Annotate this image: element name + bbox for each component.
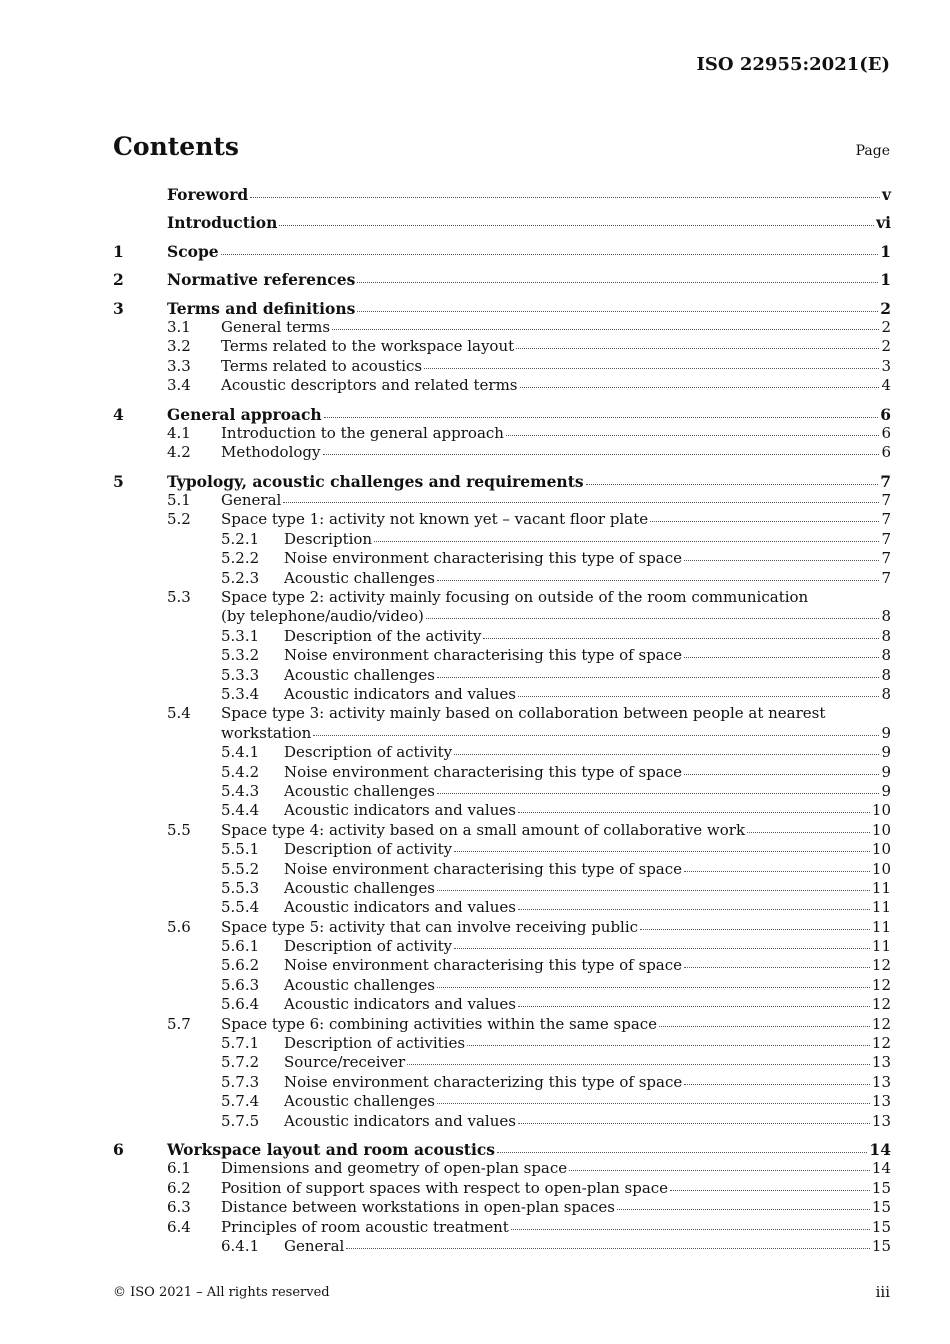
toc-dot-leader <box>437 886 870 891</box>
toc-entry-title: Acoustic challenges <box>284 781 435 800</box>
toc-entry-page: 8 <box>881 626 891 645</box>
toc-entry-page: 12 <box>871 1014 891 1033</box>
toc-entry-number: 5.2.2 <box>221 549 260 568</box>
toc-entry[interactable] <box>113 860 891 879</box>
toc-dot-leader <box>670 1186 870 1191</box>
toc-entry-page: 1 <box>880 270 891 290</box>
toc-entry-title: Introduction <box>167 213 278 233</box>
toc-entry[interactable] <box>113 569 891 588</box>
contents-title: Contents <box>113 132 240 161</box>
toc-dot-leader <box>426 614 880 619</box>
toc-entry[interactable] <box>113 976 891 995</box>
toc-entry-title: Noise environment characterising this type of space <box>284 762 683 781</box>
toc-entry-page: 11 <box>871 878 891 897</box>
toc-entry[interactable] <box>113 1015 891 1034</box>
toc-dot-leader <box>323 450 880 455</box>
footer-copyright: © ISO 2021 – All rights reserved <box>113 1285 330 1300</box>
toc-entry-title: Workspace layout and room acoustics <box>167 1139 496 1159</box>
toc-entry-page: 7 <box>881 568 891 587</box>
toc-dot-leader <box>437 789 880 794</box>
toc-entry-number: 5.5.2 <box>221 859 260 878</box>
toc-entry[interactable] <box>113 337 891 356</box>
toc-entry[interactable] <box>113 299 891 318</box>
toc-entry-number: 5.2.3 <box>221 568 260 587</box>
toc-entry-title: Acoustic challenges <box>284 878 435 897</box>
toc-entry[interactable] <box>113 840 891 859</box>
toc-entry-title: Acoustic indicators and values <box>284 1111 516 1130</box>
toc-entry[interactable] <box>113 898 891 917</box>
toc-entry-number: 5 <box>113 471 124 491</box>
toc-entry-number: 3.4 <box>167 376 191 395</box>
toc-entry-page: 4 <box>881 376 891 395</box>
toc-entry-number: 5.5 <box>167 820 191 839</box>
toc-entry-page: 7 <box>880 471 891 491</box>
toc-dot-leader <box>516 344 879 349</box>
toc-entry-page: 13 <box>871 1111 891 1130</box>
toc-entry[interactable] <box>113 443 891 462</box>
toc-dot-leader <box>454 750 879 755</box>
toc-dot-leader <box>313 731 879 736</box>
toc-entry[interactable] <box>113 491 891 510</box>
toc-entry-page: 9 <box>881 723 891 742</box>
toc-dot-leader <box>454 847 870 852</box>
toc-dot-leader <box>454 944 870 949</box>
toc-entry-number: 5.7.4 <box>221 1092 260 1111</box>
toc-entry-title: Noise environment characterising this type of space <box>284 646 683 665</box>
toc-entry[interactable] <box>113 357 891 376</box>
toc-entry-page: 6 <box>881 443 891 462</box>
toc-dot-leader <box>424 364 879 369</box>
toc-entry[interactable] <box>113 1112 891 1131</box>
toc-entry-page: 10 <box>871 801 891 820</box>
toc-entry-number: 5.3.2 <box>221 646 260 665</box>
toc-entry-page: 7 <box>881 549 891 568</box>
toc-entry-title: Normative references <box>167 270 356 290</box>
toc-entry-title: Description of activity <box>284 743 453 762</box>
toc-entry-title: Noise environment characterizing this type of space <box>284 1072 683 1091</box>
toc-entry-number: 5.5.3 <box>221 878 260 897</box>
toc-entry[interactable] <box>113 1034 891 1053</box>
toc-entry-title: Acoustic indicators and values <box>284 684 516 703</box>
toc-dot-leader <box>437 1099 870 1104</box>
toc-dot-leader <box>346 1244 870 1249</box>
toc-dot-leader <box>279 221 874 226</box>
toc-entry-page: 3 <box>881 356 891 375</box>
toc-entry-title: Acoustic challenges <box>284 975 435 994</box>
toc-dot-leader <box>437 673 880 678</box>
toc-entry-title: Source/receiver <box>284 1053 406 1072</box>
toc-entry[interactable] <box>113 1053 891 1072</box>
toc-dot-leader <box>437 983 870 988</box>
toc-entry[interactable] <box>113 242 891 261</box>
toc-dot-leader <box>520 383 880 388</box>
toc-entry[interactable] <box>113 530 891 549</box>
toc-entry-number: 5.6.4 <box>221 995 260 1014</box>
toc-entry[interactable] <box>113 1179 891 1198</box>
toc-entry-title: Description <box>284 529 373 548</box>
toc-entry-page: 6 <box>880 404 891 424</box>
toc-entry-page: 10 <box>871 859 891 878</box>
toc-entry-number: 5.5.4 <box>221 898 260 917</box>
toc-entry-number: 5.6.3 <box>221 975 260 994</box>
toc-dot-leader <box>437 576 880 581</box>
toc-entry-number: 5.3 <box>167 588 191 607</box>
toc-entry-number: 5.7.2 <box>221 1053 260 1072</box>
toc-entry-title: Description of activities <box>284 1034 466 1053</box>
toc-entry-page: 2 <box>880 298 891 318</box>
toc-dot-leader <box>617 1205 870 1210</box>
toc-entry[interactable] <box>113 937 891 956</box>
toc-dot-leader <box>506 431 879 436</box>
toc-dot-leader <box>324 413 879 418</box>
toc-entry-title: Noise environment characterising this type of space <box>284 549 683 568</box>
toc-entry[interactable] <box>113 607 891 626</box>
toc-dot-leader <box>518 808 870 813</box>
toc-entry-number: 6.1 <box>167 1159 191 1178</box>
toc-entry-title: General <box>284 1236 345 1255</box>
toc-entry-title: Acoustic indicators and values <box>284 995 516 1014</box>
toc-entry-title: workstation <box>221 723 312 742</box>
toc-entry-number: 3.3 <box>167 356 191 375</box>
toc-dot-leader <box>374 537 879 542</box>
toc-entry-page: 10 <box>871 820 891 839</box>
toc-entry-number: 1 <box>113 241 124 261</box>
toc-entry-page: 9 <box>881 762 891 781</box>
toc-entry-title: Space type 2: activity mainly focusing on outside of the room communication <box>221 588 809 607</box>
toc-entry-number: 5.4.4 <box>221 801 260 820</box>
toc-entry-number: 5.2.1 <box>221 529 260 548</box>
toc-entry[interactable] <box>113 1092 891 1111</box>
toc-entry-number: 5.7.1 <box>221 1034 260 1053</box>
toc-entry-number: 5.2 <box>167 510 191 529</box>
toc-entry-number: 5.6.1 <box>221 937 260 956</box>
toc-entry[interactable] <box>113 376 891 395</box>
toc-entry-title: Terms and definitions <box>167 298 356 318</box>
toc-entry[interactable] <box>113 685 891 704</box>
toc-dot-leader <box>518 905 870 910</box>
toc-entry-number: 5.7.5 <box>221 1111 260 1130</box>
toc-entry[interactable] <box>113 782 891 801</box>
toc-dot-leader <box>650 517 879 522</box>
toc-entry-page: 15 <box>871 1236 891 1255</box>
toc-entry[interactable] <box>113 549 891 568</box>
toc-dot-leader <box>684 653 879 658</box>
toc-entry-title: Foreword <box>167 185 249 204</box>
toc-entry-title: Acoustic indicators and values <box>284 801 516 820</box>
toc-dot-leader <box>407 1060 870 1065</box>
toc-entry-page: 7 <box>881 510 891 529</box>
toc-entry-number: 5.5.1 <box>221 840 260 859</box>
toc-entry-title: Terms related to the workspace layout <box>221 337 515 356</box>
toc-dot-leader <box>221 250 879 255</box>
page-column-label: Page <box>855 143 890 159</box>
standard-number: ISO 22955:2021(E) <box>696 54 890 75</box>
toc-entry[interactable] <box>113 763 891 782</box>
toc-entry-page: 15 <box>871 1198 891 1217</box>
toc-dot-leader <box>684 556 879 561</box>
toc-entry[interactable] <box>113 724 891 743</box>
table-of-contents <box>113 185 891 1256</box>
toc-entry-title: Description of activity <box>284 937 453 956</box>
toc-dot-leader <box>497 1148 867 1153</box>
toc-entry-page: 11 <box>871 917 891 936</box>
toc-entry-number: 5.4.1 <box>221 743 260 762</box>
footer-page-number: iii <box>875 1283 890 1301</box>
toc-entry[interactable] <box>113 1159 891 1178</box>
toc-entry-page: 12 <box>871 975 891 994</box>
toc-entry-number: 5.1 <box>167 491 191 510</box>
toc-dot-leader <box>357 307 878 312</box>
toc-entry-number: 3.1 <box>167 317 191 336</box>
toc-entry-page: vi <box>876 213 891 233</box>
toc-entry-page: 10 <box>871 840 891 859</box>
toc-entry-page: 15 <box>871 1217 891 1236</box>
toc-entry[interactable] <box>113 956 891 975</box>
toc-entry-title: Noise environment characterising this type of space <box>284 956 683 975</box>
toc-dot-leader <box>250 193 880 198</box>
toc-entry-number: 4 <box>113 404 124 424</box>
toc-entry-title: Terms related to acoustics <box>221 356 423 375</box>
toc-entry-title: Typology, acoustic challenges and requirements <box>167 471 584 491</box>
toc-entry[interactable] <box>113 801 891 820</box>
toc-entry-number: 5.6 <box>167 917 191 936</box>
toc-entry-page: 9 <box>881 743 891 762</box>
toc-entry-page: 15 <box>871 1178 891 1197</box>
toc-dot-leader <box>518 692 880 697</box>
toc-entry-page: 8 <box>881 665 891 684</box>
toc-entry-title: Acoustic challenges <box>284 665 435 684</box>
toc-entry-title: Dimensions and geometry of open-plan space <box>221 1159 568 1178</box>
toc-entry-title: Space type 4: activity based on a small amount of collaborative work <box>221 820 746 839</box>
toc-entry[interactable] <box>113 405 891 424</box>
toc-entry-title: General approach <box>167 404 322 424</box>
toc-entry-title: Acoustic challenges <box>284 568 435 587</box>
toc-entry-title: Description of the activity <box>284 626 482 645</box>
toc-entry[interactable] <box>113 666 891 685</box>
toc-entry-page: 13 <box>871 1053 891 1072</box>
toc-dot-leader <box>283 498 879 503</box>
toc-entry-page: 11 <box>871 937 891 956</box>
toc-entry[interactable] <box>113 472 891 491</box>
toc-entry[interactable] <box>113 821 891 840</box>
toc-entry-number: 2 <box>113 270 124 290</box>
toc-entry-page: 2 <box>881 317 891 336</box>
toc-entry-number: 5.4 <box>167 704 191 723</box>
toc-entry-number: 3 <box>113 298 124 318</box>
toc-entry-title: Acoustic challenges <box>284 1092 435 1111</box>
toc-entry-title: Scope <box>167 241 219 261</box>
toc-entry-page: 7 <box>881 491 891 510</box>
toc-entry-number: 6.4.1 <box>221 1236 260 1255</box>
toc-entry[interactable] <box>113 1218 891 1237</box>
toc-dot-leader <box>684 867 870 872</box>
toc-dot-leader <box>747 828 870 833</box>
toc-entry[interactable] <box>113 318 891 337</box>
toc-entry[interactable] <box>113 995 891 1014</box>
toc-dot-leader <box>640 925 870 930</box>
toc-entry[interactable] <box>113 424 891 443</box>
toc-entry[interactable] <box>113 627 891 646</box>
toc-entry-title: Space type 5: activity that can involve receiving public <box>221 917 639 936</box>
toc-entry-page: 1 <box>880 241 891 261</box>
toc-entry-title: Noise environment characterising this type of space <box>284 859 683 878</box>
toc-entry-page: 13 <box>871 1092 891 1111</box>
toc-entry-number: 5.7 <box>167 1014 191 1033</box>
toc-entry-number: 6.2 <box>167 1178 191 1197</box>
toc-entry-number: 6.4 <box>167 1217 191 1236</box>
toc-entry[interactable] <box>113 646 891 665</box>
toc-entry-title: (by telephone/audio/video) <box>221 607 424 626</box>
toc-dot-leader <box>467 1041 870 1046</box>
toc-entry[interactable] <box>113 510 891 529</box>
toc-entry-title: Acoustic indicators and values <box>284 898 516 917</box>
toc-dot-leader <box>684 1080 870 1085</box>
toc-entry-title: Space type 3: activity mainly based on collaboration between people at nearest <box>221 704 826 723</box>
toc-entry-number: 5.7.3 <box>221 1072 260 1091</box>
toc-entry-number: 4.1 <box>167 423 191 442</box>
toc-entry-title: Space type 1: activity not known yet – vacant floor plate <box>221 510 649 529</box>
toc-entry-number: 6 <box>113 1139 124 1159</box>
toc-entry-title: Space type 6: combining activities within the same space <box>221 1014 658 1033</box>
toc-entry-page: 8 <box>881 607 891 626</box>
toc-entry[interactable] <box>113 704 891 723</box>
toc-entry-number: 3.2 <box>167 337 191 356</box>
toc-entry-number: 4.2 <box>167 443 191 462</box>
toc-dot-leader <box>332 325 879 330</box>
toc-entry-number: 5.3.3 <box>221 665 260 684</box>
toc-entry[interactable] <box>113 1140 891 1159</box>
toc-entry-number: 5.3.4 <box>221 684 260 703</box>
toc-entry-number: 5.4.2 <box>221 762 260 781</box>
toc-entry-page: 14 <box>869 1139 891 1159</box>
toc-entry-number: 5.4.3 <box>221 781 260 800</box>
toc-entry-number: 6.3 <box>167 1198 191 1217</box>
toc-entry-title: Principles of room acoustic treatment <box>221 1217 509 1236</box>
toc-entry[interactable] <box>113 918 891 937</box>
toc-entry-page: 12 <box>871 995 891 1014</box>
toc-entry-page: 13 <box>871 1072 891 1091</box>
toc-entry-page: 12 <box>871 956 891 975</box>
toc-dot-leader <box>684 770 879 775</box>
toc-entry[interactable] <box>113 270 891 289</box>
toc-entry[interactable] <box>113 1198 891 1217</box>
toc-entry-page: 14 <box>871 1159 891 1178</box>
toc-dot-leader <box>659 1022 870 1027</box>
toc-entry[interactable] <box>113 213 891 232</box>
toc-entry[interactable] <box>113 743 891 762</box>
toc-entry-page: v <box>881 185 891 204</box>
toc-dot-leader <box>569 1166 870 1171</box>
toc-dot-leader <box>357 278 878 283</box>
toc-entry-title: Introduction to the general approach <box>221 423 504 442</box>
toc-entry-title: General terms <box>221 317 331 336</box>
toc-entry-number: 5.6.2 <box>221 956 260 975</box>
toc-dot-leader <box>684 963 870 968</box>
toc-entry[interactable] <box>113 185 891 204</box>
toc-entry-title: Acoustic descriptors and related terms <box>221 376 518 395</box>
toc-entry-page: 8 <box>881 646 891 665</box>
toc-entry-title: Distance between workstations in open-plan spaces <box>221 1198 615 1217</box>
toc-entry-page: 11 <box>871 898 891 917</box>
toc-dot-leader <box>518 1119 870 1124</box>
toc-entry[interactable] <box>113 879 891 898</box>
toc-dot-leader <box>511 1225 870 1230</box>
toc-entry-title: Methodology <box>221 443 321 462</box>
toc-entry-page: 12 <box>871 1034 891 1053</box>
toc-entry[interactable] <box>113 1073 891 1092</box>
toc-entry-title: Position of support spaces with respect to open-plan space <box>221 1178 669 1197</box>
toc-dot-leader <box>586 480 879 485</box>
toc-entry-page: 8 <box>881 684 891 703</box>
toc-entry-page: 2 <box>881 337 891 356</box>
toc-entry-page: 9 <box>881 781 891 800</box>
toc-dot-leader <box>483 634 879 639</box>
toc-dot-leader <box>518 1002 870 1007</box>
toc-entry[interactable] <box>113 1237 891 1256</box>
toc-entry-page: 6 <box>881 423 891 442</box>
toc-entry-page: 7 <box>881 529 891 548</box>
toc-entry[interactable] <box>113 588 891 607</box>
toc-entry-title: General <box>221 491 282 510</box>
toc-entry-number: 5.3.1 <box>221 626 260 645</box>
toc-entry-title: Description of activity <box>284 840 453 859</box>
